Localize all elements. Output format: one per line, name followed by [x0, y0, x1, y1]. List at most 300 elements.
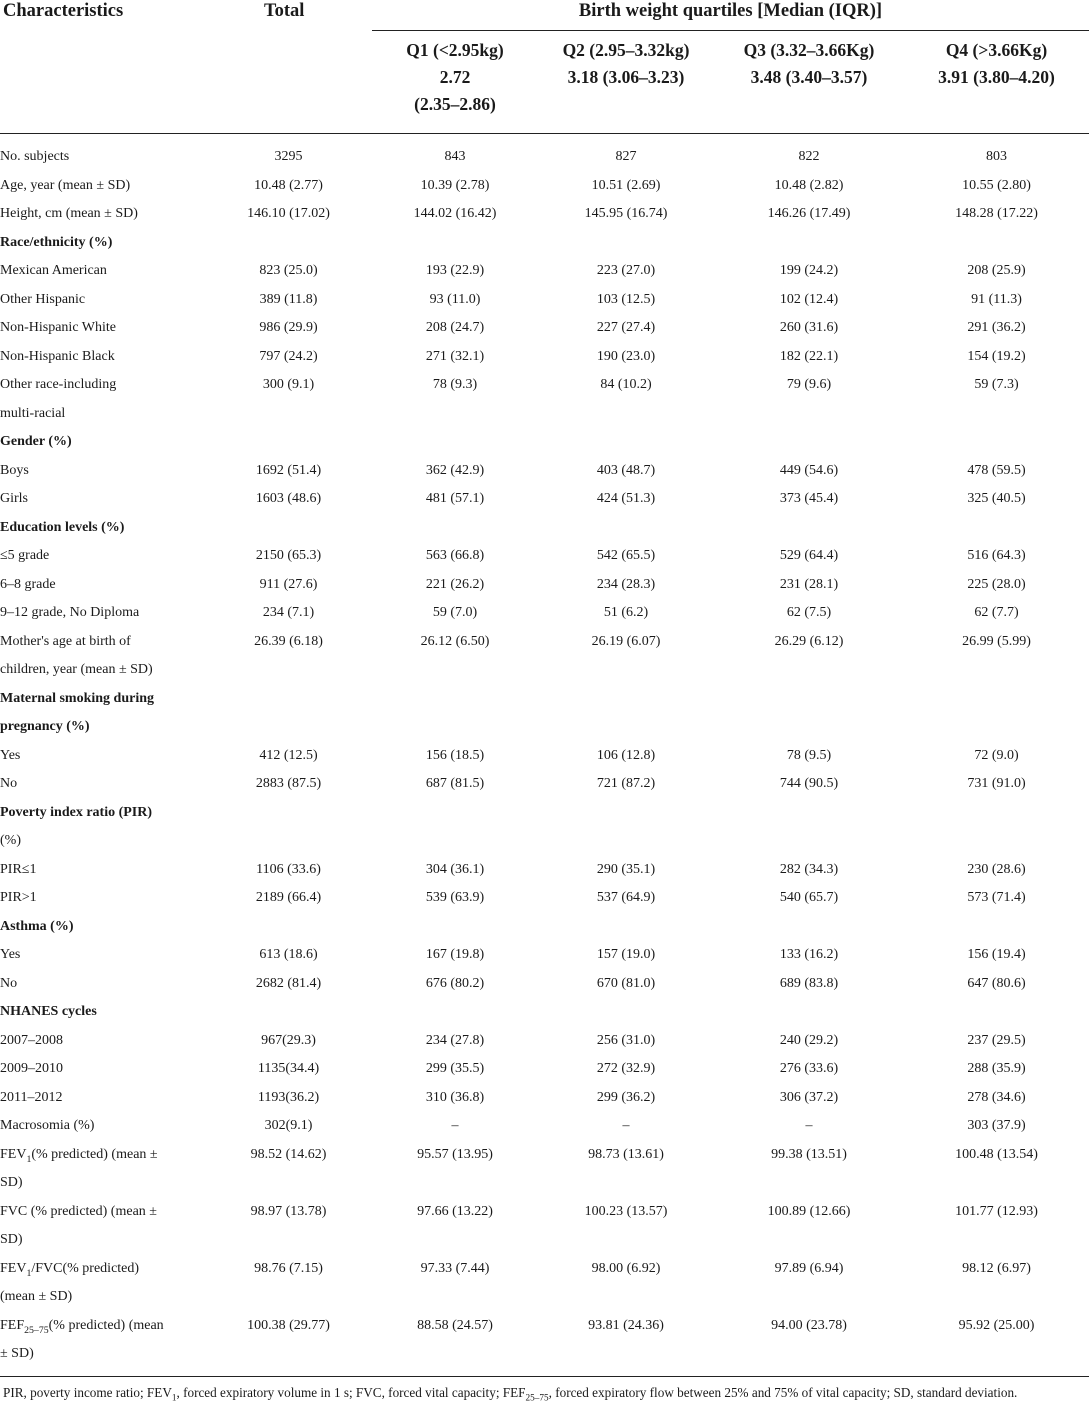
table-row: [0, 172, 1089, 201]
cell-q3: 276 (33.6): [779, 1061, 839, 1076]
cell-q2: 537 (64.9): [596, 890, 656, 905]
cell-q3: 26.29 (6.12): [774, 633, 844, 649]
cell-q1: 304 (36.1): [425, 861, 485, 877]
cell-q4: 10.55 (2.80): [962, 177, 1031, 193]
row-label: Macrosomia (%): [0, 1118, 95, 1133]
footnote-text: PIR, poverty income ratio; $FEV_1$, forced expiratory volume in 1 s; FVC, forced vital capacity; $FEF_{25-75}$, forced expiratory flow between 25% and 75% of vital capacity; SD, standard deviation.: [3, 1385, 1018, 1403]
cell-total: [205, 1169, 372, 1198]
cell-q3: 231 (28.1): [779, 576, 839, 592]
cell-q1: 271 (32.1): [425, 348, 485, 364]
cell-total: 98.76 (7.15): [254, 1260, 323, 1276]
cell-q2: 98.73 (13.61): [588, 1146, 664, 1162]
cell-q2: 10.51 (2.69): [591, 177, 661, 193]
row-label: PIR≤1: [0, 861, 37, 877]
cell-q2: 827: [615, 149, 637, 164]
header-q3: [714, 37, 904, 91]
table-row: [0, 685, 1089, 714]
cell-q4: 91 (11.3): [971, 291, 1022, 307]
cell-q1: [372, 428, 538, 457]
cell-q4: 148.28 (17.22): [955, 206, 1038, 221]
cell-q2: [538, 713, 714, 742]
cell-q3: 306 (37.2): [779, 1089, 839, 1105]
cell-q3: 373 (45.4): [779, 491, 839, 506]
cell-total: [205, 400, 372, 429]
table-row: [0, 371, 1089, 400]
table-row: [0, 257, 1089, 286]
cell-q1: 93 (11.0): [429, 291, 481, 307]
cell-q1: [372, 400, 538, 429]
table-row: [0, 1312, 1089, 1341]
table-row: [0, 913, 1089, 942]
header-q1: [372, 37, 538, 118]
table-row: [0, 998, 1089, 1027]
cell-q2: 256 (31.0): [596, 1032, 656, 1048]
table-row: [0, 571, 1089, 600]
cell-total: 26.39 (6.18): [254, 633, 323, 649]
cell-q4: 303 (37.9): [967, 1118, 1026, 1133]
cell-q3: 449 (54.6): [779, 462, 839, 478]
cell-q2: 26.19 (6.07): [591, 633, 661, 649]
cell-total: 1692 (51.4): [255, 462, 322, 478]
row-label: PIR>1: [0, 890, 37, 905]
cell-total: 911 (27.6): [259, 576, 318, 592]
cell-q1: 97.66 (13.22): [417, 1203, 493, 1219]
cell-q1: 78 (9.3): [432, 377, 478, 392]
cell-q4: [904, 1283, 1089, 1312]
cell-q2: 103 (12.5): [596, 291, 656, 307]
cell-total: 1106 (33.6): [256, 861, 321, 877]
row-label: NHANES cycles: [0, 1004, 97, 1019]
cell-q4: 731 (91.0): [967, 776, 1026, 791]
header-q3-line2: 3.48 (3.40–3.57): [750, 67, 868, 87]
cell-q1: [372, 229, 538, 258]
cell-q3: [714, 913, 904, 942]
cell-q3: 102 (12.4): [779, 291, 839, 307]
cell-q2: 51 (6.2): [603, 605, 649, 620]
cell-q3: [714, 713, 904, 742]
row-label: Mexican American: [0, 263, 107, 278]
cell-q1: [372, 685, 538, 714]
row-label: Girls: [0, 491, 28, 506]
cell-total: 967(29.3): [261, 1032, 316, 1048]
cell-q4: 803: [986, 149, 1007, 164]
cell-q3: 79 (9.6): [786, 377, 832, 392]
cell-q3: [714, 428, 904, 457]
row-label: children, year (mean ± SD): [0, 662, 153, 677]
cell-total: [205, 1340, 372, 1369]
cell-q4: 325 (40.5): [967, 491, 1026, 506]
cell-q1: [372, 1226, 538, 1255]
cell-q1: [372, 1169, 538, 1198]
cell-q4: 95.92 (25.00): [958, 1317, 1035, 1333]
cell-total: 302(9.1): [264, 1118, 313, 1133]
cell-total: 146.10 (17.02): [247, 206, 330, 221]
cell-q1: 234 (27.8): [425, 1032, 485, 1048]
cell-q2: 424 (51.3): [596, 491, 656, 506]
cell-q4: [904, 827, 1089, 856]
cell-q2: 403 (48.7): [596, 462, 656, 478]
cell-q1: 310 (36.8): [425, 1089, 485, 1105]
cell-q1: 156 (18.5): [425, 747, 485, 763]
cell-q2: [538, 428, 714, 457]
header-q2-line2: 3.18 (3.06–3.23): [567, 67, 685, 87]
cell-q3: [714, 998, 904, 1027]
cell-q1: 481 (57.1): [425, 491, 485, 506]
cell-q2: 542 (65.5): [596, 548, 656, 563]
table-row: [0, 200, 1089, 229]
cell-q2: [538, 827, 714, 856]
cell-total: 98.52 (14.62): [250, 1146, 327, 1162]
cell-q1: 843: [444, 149, 466, 164]
table-row: [0, 713, 1089, 742]
cell-q4: 208 (25.9): [967, 263, 1026, 278]
cell-q1: [372, 998, 538, 1027]
cell-q3: [714, 1169, 904, 1198]
cell-q2: 299 (36.2): [596, 1089, 656, 1105]
table-row: [0, 799, 1089, 828]
row-label: Mother's age at birth of: [0, 633, 131, 649]
cell-q2: 223 (27.0): [596, 263, 656, 278]
cell-q1: 88.58 (24.57): [417, 1317, 493, 1333]
row-label: No: [0, 975, 18, 991]
cell-q4: [904, 685, 1089, 714]
table-row: [0, 1255, 1089, 1284]
cell-q3: 146.26 (17.49): [767, 206, 851, 221]
row-label: $FEV_1/FVC(\%$ predicted): [0, 1260, 140, 1279]
table-row: [0, 1283, 1089, 1312]
table-row: [0, 229, 1089, 258]
cell-q1: 299 (35.5): [425, 1061, 485, 1076]
cell-q4: 225 (28.0): [967, 576, 1026, 592]
cell-q3: 10.48 (2.82): [774, 177, 844, 193]
cell-q1: 10.39 (2.78): [420, 177, 490, 193]
table-row: [0, 457, 1089, 486]
table-row: [0, 856, 1089, 885]
cell-q1: 193 (22.9): [425, 263, 485, 278]
cell-total: [205, 428, 372, 457]
cell-total: [205, 656, 372, 685]
cell-q4: [904, 998, 1089, 1027]
cell-total: [205, 913, 372, 942]
table-body: [0, 143, 1089, 1369]
header-bottom-rule: [0, 133, 1089, 134]
cell-q3: [714, 1340, 904, 1369]
cell-total: 98.97 (13.78): [250, 1203, 327, 1219]
row-label: Non-Hispanic White: [0, 320, 116, 335]
cell-total: 986 (29.9): [259, 320, 318, 335]
cell-q3: 744 (90.5): [779, 776, 839, 791]
cell-q4: 26.99 (5.99): [962, 633, 1031, 649]
cell-q3: [714, 799, 904, 828]
cell-q3: 260 (31.6): [779, 320, 839, 335]
row-label: pregnancy (%): [0, 719, 90, 734]
cell-q3: [714, 1226, 904, 1255]
row-label: $FEV_1(\%$ predicted) (mean ±: [0, 1146, 158, 1165]
cell-total: [205, 1283, 372, 1312]
table-row: [0, 1055, 1089, 1084]
cell-q1: 95.57 (13.95): [417, 1146, 493, 1162]
cell-q4: 100.48 (13.54): [955, 1146, 1038, 1162]
cell-q4: [904, 229, 1089, 258]
cell-total: [205, 827, 372, 856]
cell-q1: 59 (7.0): [432, 605, 478, 620]
table-row: [0, 941, 1089, 970]
row-label: No. subjects: [0, 149, 70, 164]
table-row: [0, 970, 1089, 999]
cell-q4: 156 (19.4): [967, 947, 1026, 962]
cell-q1: 167 (19.8): [425, 947, 485, 962]
cell-q2: 106 (12.8): [596, 747, 656, 763]
row-label: 2007–2008: [0, 1032, 63, 1048]
cell-q1: 26.12 (6.50): [420, 633, 490, 649]
header-q1-line1: Q1 (<2.95kg): [406, 40, 504, 60]
cell-total: 2682 (81.4): [255, 975, 322, 991]
cell-q3: 240 (29.2): [779, 1032, 839, 1048]
row-label: Race/ethnicity (%): [0, 234, 113, 250]
data-table: [0, 143, 1089, 1369]
cell-q1: 362 (42.9): [425, 462, 485, 478]
header-total: Total: [264, 1, 305, 21]
cell-q2: 227 (27.4): [596, 320, 656, 335]
cell-q2: 290 (35.1): [596, 861, 656, 877]
row-label: Other Hispanic: [0, 291, 86, 307]
cell-total: 100.38 (29.77): [247, 1317, 330, 1333]
cell-total: [205, 998, 372, 1027]
cell-q4: 291 (36.2): [967, 320, 1026, 335]
cell-q1: 539 (63.9): [425, 890, 485, 905]
cell-q1: 676 (80.2): [425, 975, 485, 991]
cell-q2: [538, 998, 714, 1027]
table-row: [0, 1027, 1089, 1056]
cell-q4: 516 (64.3): [967, 548, 1026, 563]
cell-q3: [714, 229, 904, 258]
cell-q3: [714, 827, 904, 856]
row-label: 2009–2010: [0, 1061, 63, 1076]
table-row: [0, 428, 1089, 457]
table-row: [0, 884, 1089, 913]
cell-q4: 101.77 (12.93): [955, 1203, 1038, 1219]
cell-q2: [538, 229, 714, 258]
cell-q2: [538, 685, 714, 714]
cell-q1: 97.33 (7.44): [420, 1260, 490, 1276]
cell-q4: [904, 1340, 1089, 1369]
cell-q2: 93.81 (24.36): [588, 1317, 664, 1333]
cell-q4: 98.12 (6.97): [962, 1260, 1031, 1276]
cell-q1: [372, 827, 538, 856]
table-row: [0, 314, 1089, 343]
row-label: Poverty index ratio (PIR): [0, 804, 153, 820]
cell-total: 389 (11.8): [259, 291, 318, 307]
cell-q2: 84 (10.2): [600, 377, 652, 392]
cell-q1: 563 (66.8): [425, 548, 485, 563]
cell-q3: 199 (24.2): [779, 263, 839, 278]
cell-q2: [538, 656, 714, 685]
cell-q4: 59 (7.3): [974, 377, 1019, 392]
cell-total: 10.48 (2.77): [254, 177, 323, 193]
header-q2-line1: Q2 (2.95–3.32kg): [562, 40, 690, 60]
cell-q2: –: [622, 1118, 630, 1133]
row-label: (%): [0, 833, 21, 848]
table-row: [0, 1084, 1089, 1113]
cell-q4: [904, 514, 1089, 543]
table-row: [0, 656, 1089, 685]
table-row: [0, 143, 1089, 172]
cell-total: [205, 799, 372, 828]
table-bottom-rule: [0, 1376, 1089, 1377]
cell-q3: 529 (64.4): [779, 548, 839, 563]
table-row: [0, 770, 1089, 799]
cell-q1: 144.02 (16.42): [413, 206, 497, 221]
header-q1-line2: 2.72: [439, 67, 471, 87]
row-label: 2011–2012: [0, 1089, 63, 1105]
cell-total: 300 (9.1): [262, 377, 315, 392]
cell-q3: 100.89 (12.66): [767, 1203, 851, 1219]
table-row: [0, 514, 1089, 543]
row-label: SD): [0, 1232, 23, 1247]
cell-total: 823 (25.0): [259, 263, 318, 278]
cell-q4: [904, 656, 1089, 685]
cell-q4: [904, 913, 1089, 942]
cell-q2: 721 (87.2): [596, 776, 656, 791]
cell-q4: 237 (29.5): [967, 1032, 1026, 1048]
table-row: [0, 1226, 1089, 1255]
row-label: 6–8 grade: [0, 576, 56, 592]
cell-q3: [714, 400, 904, 429]
cell-q4: 154 (19.2): [967, 348, 1026, 364]
row-label: Yes: [0, 947, 21, 962]
row-label: Maternal smoking during: [0, 690, 155, 706]
cell-total: 2150 (65.3): [255, 548, 322, 563]
cell-q4: [904, 400, 1089, 429]
header-subrule: [372, 30, 1089, 31]
table-row: [0, 1340, 1089, 1369]
cell-q3: [714, 656, 904, 685]
cell-q2: 234 (28.3): [596, 576, 656, 592]
cell-q2: [538, 400, 714, 429]
row-label: Gender (%): [0, 434, 72, 449]
header-q3-line1: Q3 (3.32–3.66Kg): [743, 40, 875, 60]
cell-q1: [372, 656, 538, 685]
cell-total: 613 (18.6): [259, 947, 318, 962]
row-label: ≤5 grade: [0, 548, 50, 563]
cell-q3: 99.38 (13.51): [771, 1146, 847, 1162]
cell-q4: 647 (80.6): [967, 975, 1026, 991]
cell-q3: 822: [798, 149, 820, 164]
table-row: [0, 742, 1089, 771]
row-label: Yes: [0, 747, 21, 763]
cell-q4: 288 (35.9): [967, 1061, 1026, 1076]
cell-q2: 157 (19.0): [596, 947, 656, 962]
cell-q2: [538, 1340, 714, 1369]
table-row: [0, 286, 1089, 315]
cell-q4: [904, 713, 1089, 742]
cell-total: 1193(36.2): [257, 1089, 320, 1105]
cell-total: 1135(34.4): [257, 1061, 320, 1076]
row-label: No: [0, 776, 18, 791]
cell-q1: [372, 1283, 538, 1312]
cell-q2: 272 (32.9): [596, 1061, 656, 1076]
cell-q3: [714, 685, 904, 714]
cell-q3: 78 (9.5): [786, 747, 832, 763]
cell-q4: 278 (34.6): [967, 1089, 1026, 1105]
row-label: Age, year (mean ± SD): [0, 177, 131, 193]
cell-total: 3295: [274, 149, 303, 164]
row-label: Boys: [0, 462, 29, 478]
row-label: (mean ± SD): [0, 1289, 73, 1304]
cell-q3: 282 (34.3): [779, 861, 839, 877]
cell-q2: [538, 1169, 714, 1198]
table-row: [0, 1141, 1089, 1170]
cell-q2: 100.23 (13.57): [584, 1203, 668, 1219]
cell-total: [205, 685, 372, 714]
cell-q4: 62 (7.7): [974, 605, 1019, 620]
table-row: [0, 400, 1089, 429]
row-label: FVC (% predicted) (mean ±: [0, 1203, 157, 1219]
cell-total: [205, 514, 372, 543]
cell-total: 412 (12.5): [259, 747, 318, 763]
table-row: [0, 599, 1089, 628]
cell-q4: 230 (28.6): [967, 861, 1026, 877]
cell-q1: [372, 1340, 538, 1369]
header-q1-line3: (2.35–2.86): [414, 94, 496, 114]
table-row: [0, 827, 1089, 856]
cell-q4: [904, 428, 1089, 457]
cell-q2: 670 (81.0): [596, 975, 656, 991]
cell-total: 2883 (87.5): [255, 776, 322, 791]
header-q4: [904, 37, 1089, 91]
cell-total: 2189 (66.4): [255, 890, 322, 905]
cell-q3: 689 (83.8): [779, 975, 839, 991]
cell-q1: [372, 799, 538, 828]
cell-total: 1603 (48.6): [255, 491, 322, 506]
row-label: SD): [0, 1175, 23, 1190]
cell-q2: [538, 913, 714, 942]
cell-q3: 182 (22.1): [779, 348, 839, 364]
cell-q2: 190 (23.0): [596, 348, 656, 364]
cell-q2: 98.00 (6.92): [591, 1260, 661, 1276]
table-row: [0, 1198, 1089, 1227]
cell-total: [205, 229, 372, 258]
cell-q1: [372, 713, 538, 742]
table-row: [0, 1112, 1089, 1141]
cell-q3: [714, 1283, 904, 1312]
row-label: multi-racial: [0, 405, 66, 421]
cell-total: [205, 1226, 372, 1255]
row-label: Non-Hispanic Black: [0, 348, 115, 364]
cell-q3: 62 (7.5): [786, 605, 832, 620]
cell-q4: [904, 1169, 1089, 1198]
cell-total: 797 (24.2): [259, 348, 318, 364]
cell-q1: [372, 514, 538, 543]
cell-q2: [538, 514, 714, 543]
table-row: [0, 542, 1089, 571]
row-label: ± SD): [0, 1346, 34, 1361]
cell-q4: [904, 1226, 1089, 1255]
row-label: Asthma (%): [0, 918, 74, 934]
cell-total: [205, 713, 372, 742]
table-row: [0, 628, 1089, 657]
table-row: [0, 485, 1089, 514]
cell-total: 234 (7.1): [262, 605, 315, 620]
row-label: Height, cm (mean ± SD): [0, 206, 138, 221]
row-label: 9–12 grade, No Diploma: [0, 605, 140, 620]
cell-q3: 97.89 (6.94): [774, 1260, 844, 1276]
cell-q1: 208 (24.7): [425, 320, 485, 335]
table-row: [0, 1169, 1089, 1198]
row-label: $FEF_{25-75}(\%$ predicted) (mean: [0, 1317, 164, 1336]
cell-q2: [538, 1283, 714, 1312]
cell-q3: –: [805, 1118, 813, 1133]
